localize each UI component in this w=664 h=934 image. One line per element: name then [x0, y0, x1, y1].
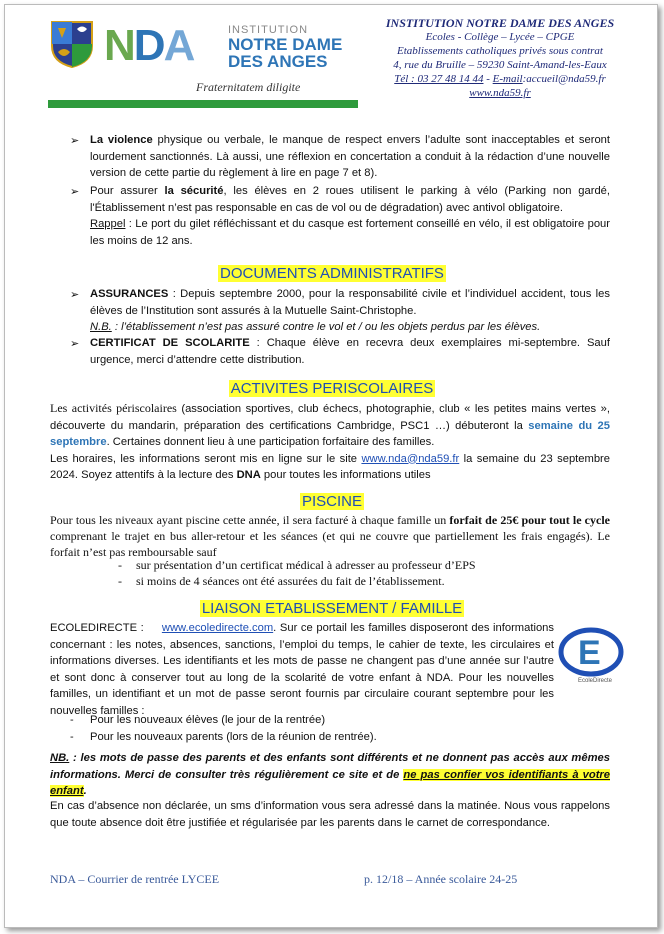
security-paragraph: Pour assurer la sécurité, les élèves en 2 roues utilisent le parking à vélo (Parking non gardé, l'Établissement n’est pas responsable en cas de vol ou de dégradation) avec antivol obligatoire. Rappel : Le port du gilet réfléchissant et du casque est fortement conseillé en vélo, il est obligatoire pour les moins de 12 ans. [90, 185, 610, 247]
website-link[interactable]: www.nda59.fr [469, 87, 531, 99]
bullet-arrow-icon: ➢ [70, 135, 80, 147]
assurances-paragraph: ASSURANCES : Depuis septembre 2000, pour la responsabilité civile et l’individuel accident, tous les élèves de l’Institution sont assurés à la Mutuelle Saint-Christophe. N.B. : l’établissement n’est pas assuré contre le vol et / ou les objets perdus par les élèves. [90, 288, 610, 333]
violence-paragraph: La violence physique ou verbale, le manque de respect envers l’adulte sont inacceptables et seront lourdement sanctionnés. Là aussi, une réflexion en concertation a conduit à la rédaction d’une nouvelle version de cette partie du règlement à lire en page 7 et 8). [90, 134, 611, 179]
heading-liaison: LIAISON ETABLISSEMENT / FAMILLE [201, 600, 463, 617]
bullet-arrow-icon: ➢ [70, 186, 80, 198]
footer-right: p. 12/18 – Année scolaire 24-25 [364, 872, 518, 886]
heading-piscine: PISCINE [301, 493, 362, 510]
svg-text:E: E [578, 634, 601, 672]
liaison-dash: - [70, 731, 74, 743]
institution-small: INSTITUTION [228, 24, 309, 36]
liaison-item-2: Pour les nouveaux parents (lors de la réunion de rentrée). [90, 731, 377, 743]
institution-title: INSTITUTION NOTRE DAME DES ANGES [385, 16, 615, 30]
ecoledirecte-link[interactable]: www.ecoledirecte.com [161, 622, 274, 634]
periscolaires-paragraph: Les activités périscolaires (association sportives, club échecs, photographie, club « les petites mains vertes », découverte du mandarin, préparation des certifications Cambridge, PSC1 …) débuteront la semaine du 25 septembre. Certaines donnent lieu à une participation forfaitaire des familles. Les horaires, les informations seront mis en ligne sur le site www.nda@nda59.fr la semaine du 23 septembre 2024. Soyez attentifs à la lecture des DNA pour toutes les informations utiles [50, 401, 610, 481]
absence-paragraph: En cas d’absence non déclarée, un sms d’information vous sera adressé dans la matinée. Nous vous rappelons que toute absence doit être justifiée et régularisée par les parents dans le carnet de correspondance. [50, 800, 610, 829]
liaison-dash: - [70, 714, 74, 726]
ecoledirecte-paragraph: ECOLEDIRECTE : www.ecoledirecte.com. Sur ce portail les familles disposeront des informations concernant : les notes, absences, sanctions, l’emploi du temps, le cahier de texte, les circulaires et informations diverses. Les identifiants et les mots de passe ne changent pas d’une année sur l’autre et sont donc à conserver tout au long de la scolarité de votre enfant à NDA. Pour les nouvelles familles, un identifiant et un mot de passe seront fournis par circulaire courant septembre pour les nouvelles familles : [50, 622, 554, 717]
piscine-dash: - [118, 574, 122, 588]
nda-logo: NDA [104, 21, 194, 70]
piscine-dash: - [118, 558, 122, 572]
heading-documents: DOCUMENTS ADMINISTRATIFS [220, 265, 444, 282]
nb-warning: NB. : les mots de passe des parents et des enfants sont différents et ne donnent pas accès aux mêmes informations. Merci de consulter très régulièrement ce site et de ne pas confier vos identifiants à votre enfant. [50, 752, 610, 797]
nda-site-link[interactable]: www.nda@nda59.fr [361, 452, 460, 465]
bullet-arrow-icon: ➢ [70, 289, 80, 301]
piscine-paragraph: Pour tous les niveaux ayant piscine cette année, il sera facturé à chaque famille un forfait de 25€ pour tout le cycle comprenant le trajet en bus aller-retour et les séances (et qui ne couvre que partiellement les frais engagés). Le forfait n’est pas remboursable sauf [50, 513, 610, 559]
institution-name: NOTRE DAME DES ANGES [228, 35, 343, 71]
certificat-paragraph: CERTIFICAT DE SCOLARITE : Chaque élève en recevra deux exemplaires mi-septembre. Sauf urgence, merci d’attendre cette distribution. [90, 337, 610, 366]
email-label: E-mail [492, 73, 523, 85]
piscine-item-2: si moins de 4 séances ont été assurées du fait de l’établissement. [136, 574, 445, 588]
liaison-item-1: Pour les nouveaux élèves (le jour de la rentrée) [90, 714, 326, 726]
header-divider [48, 100, 358, 108]
piscine-item-1: sur présentation d’un certificat médical à adresser au professeur d’EPS [136, 558, 476, 572]
motto: Fraternitatem diligite [196, 80, 301, 94]
phone: Tél : 03 27 48 14 44 [394, 73, 484, 85]
svg-text:EcoleDirecte: EcoleDirecte [578, 678, 613, 684]
heading-periscolaires: ACTIVITES PERISCOLAIRES [230, 380, 434, 397]
bullet-arrow-icon: ➢ [70, 338, 80, 350]
header-address-block: INSTITUTION NOTRE DAME DES ANGES Ecoles - Collège – Lycée – CPGE Etablissements catholiques privés sous contrat 4, rue du Bruille – 59230 Saint-Amand-les-Eaux Tél : 03 27 48 14 44 - E-mail:accueil@nda59.fr www.nda59.fr [360, 16, 640, 100]
ecoledirecte-logo-icon [558, 624, 624, 684]
crest-icon [50, 20, 94, 68]
email: :accueil@nda59.fr [522, 73, 606, 85]
footer-left: NDA – Courrier de rentrée LYCEE [50, 872, 220, 886]
